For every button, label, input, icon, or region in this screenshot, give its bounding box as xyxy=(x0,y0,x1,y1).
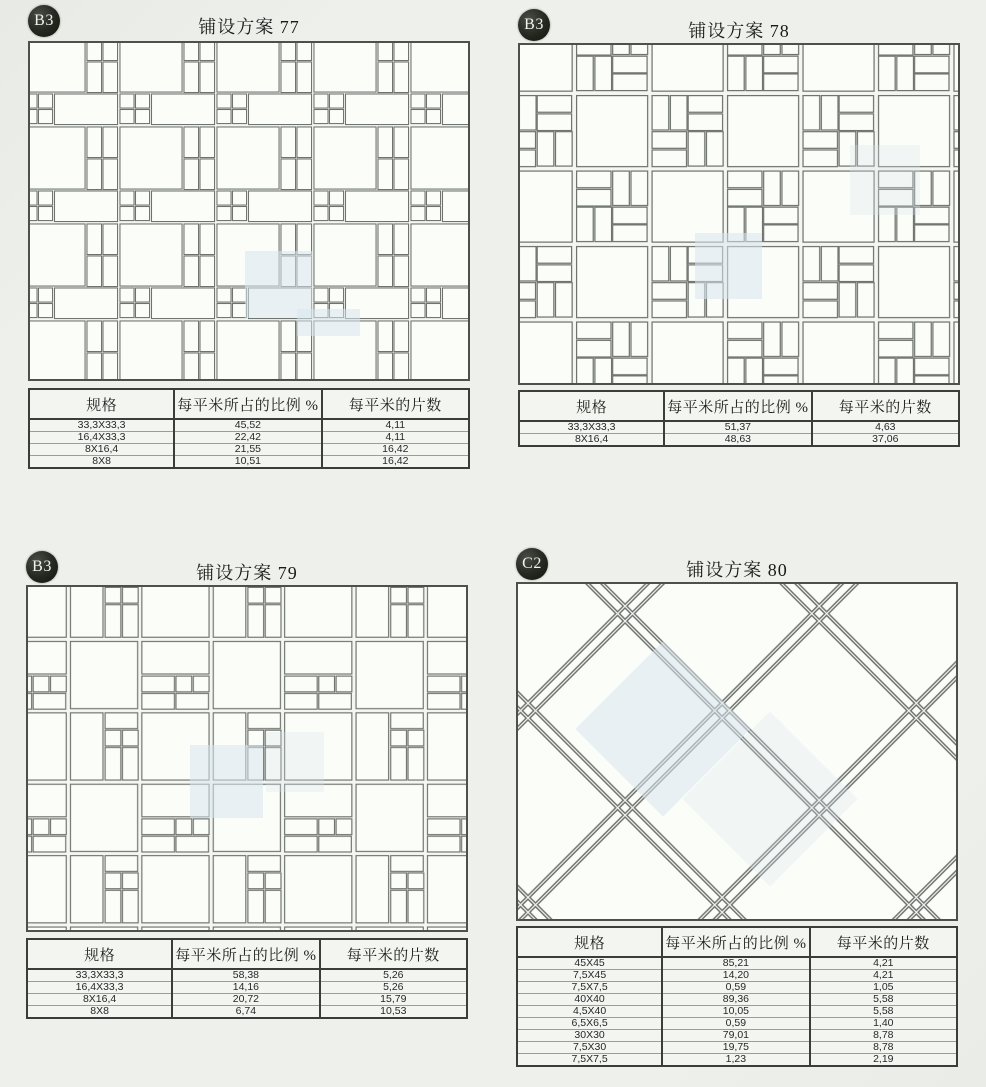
panel-header xyxy=(516,547,958,582)
table-cell: 2,19 xyxy=(810,1054,957,1067)
table-cell: 14,16 xyxy=(172,982,319,994)
table-row xyxy=(519,434,959,447)
table-row xyxy=(27,1006,467,1019)
table-cell: 15,79 xyxy=(320,994,467,1006)
table-cell: 4,21 xyxy=(810,957,957,970)
table-row xyxy=(29,432,469,444)
table-cell: 7,5X7,5 xyxy=(517,982,662,994)
table-cell: 89,36 xyxy=(662,994,809,1006)
col-header-pieces: 每平米的片数 xyxy=(320,939,467,969)
table-cell: 6,5X6,5 xyxy=(517,1018,662,1030)
table-cell: 8,78 xyxy=(810,1030,957,1042)
col-header-ratio: 每平米所占的比例 % xyxy=(662,927,809,957)
table-cell: 14,20 xyxy=(662,970,809,982)
table-cell: 8X16,4 xyxy=(574,433,609,445)
col-header-spec: 规格 xyxy=(517,927,662,957)
table-cell: 58,38 xyxy=(172,969,319,982)
table-cell: 45X45 xyxy=(517,957,662,970)
spec-table-body xyxy=(519,421,959,446)
col-header-pieces: 每平米的片数 xyxy=(810,927,957,957)
table-cell: 6,74 xyxy=(172,1006,319,1019)
spec-table-body xyxy=(27,969,467,1018)
col-header-ratio: 每平米所占的比例 % xyxy=(172,939,319,969)
table-row xyxy=(517,1054,957,1067)
tile-pattern-diagram-78 xyxy=(518,43,960,385)
table-cell: 1,40 xyxy=(810,1018,957,1030)
table-row xyxy=(27,994,467,1006)
spec-table-header xyxy=(27,939,467,969)
table-cell: 7,5X7,5 xyxy=(571,1053,608,1065)
table-cell: 30X30 xyxy=(517,1030,662,1042)
table-row xyxy=(517,982,957,994)
col-header-spec: 规格 xyxy=(519,391,664,421)
table-cell: 0,59 xyxy=(662,982,809,994)
col-header-spec: 规格 xyxy=(29,389,174,419)
spec-table-body xyxy=(517,957,957,1066)
table-cell: 16,4X33,3 xyxy=(27,982,172,994)
tile-pattern-diagram-79 xyxy=(26,585,468,932)
category-badge-b3: B3 xyxy=(26,551,58,583)
spec-table-78 xyxy=(518,390,960,447)
page-title-plan-80: 铺设方案 80 xyxy=(686,560,788,580)
table-cell: 8X8 xyxy=(92,455,111,467)
table-cell: 8X8 xyxy=(90,1005,109,1017)
page-title-plan-79: 铺设方案 79 xyxy=(196,563,298,583)
table-cell: 10,53 xyxy=(320,1006,467,1019)
table-cell: 7,5X30 xyxy=(517,1042,662,1054)
table-row xyxy=(517,957,957,970)
category-badge-c2: C2 xyxy=(516,548,548,580)
page-title-plan-78: 铺设方案 78 xyxy=(688,21,790,41)
table-cell: 8X16,4 xyxy=(27,994,172,1006)
table-cell: 5,26 xyxy=(320,982,467,994)
table-row xyxy=(517,994,957,1006)
table-cell: 85,21 xyxy=(662,957,809,970)
spec-table-77 xyxy=(28,388,470,469)
panel-plan-79 xyxy=(26,550,468,1019)
spec-table-header xyxy=(29,389,469,419)
table-cell: 79,01 xyxy=(662,1030,809,1042)
table-cell: 10,05 xyxy=(662,1006,809,1018)
table-cell: 33,3X33,3 xyxy=(519,421,664,434)
col-header-pieces: 每平米的片数 xyxy=(812,391,959,421)
table-row xyxy=(517,1006,957,1018)
table-cell: 51,37 xyxy=(664,421,811,434)
col-header-ratio: 每平米所占的比例 % xyxy=(174,389,321,419)
panel-plan-80 xyxy=(516,547,958,1067)
spec-table-79 xyxy=(26,938,468,1019)
table-row xyxy=(27,982,467,994)
table-row xyxy=(29,456,469,469)
table-cell: 0,59 xyxy=(662,1018,809,1030)
tile-pattern-diagram-80 xyxy=(516,582,958,921)
table-row xyxy=(517,1018,957,1030)
table-row xyxy=(29,419,469,432)
tile-pattern-svg xyxy=(520,45,958,383)
category-badge-b3: B3 xyxy=(28,5,60,37)
spec-table-header xyxy=(517,927,957,957)
tile-pattern-svg xyxy=(518,584,956,919)
table-cell: 48,63 xyxy=(664,434,811,447)
tile-pattern-svg xyxy=(28,587,466,930)
table-row xyxy=(519,421,959,434)
table-cell: 4,11 xyxy=(322,419,469,432)
col-header-ratio: 每平米所占的比例 % xyxy=(664,391,811,421)
table-cell: 4,21 xyxy=(810,970,957,982)
col-header-pieces: 每平米的片数 xyxy=(322,389,469,419)
spec-table-header xyxy=(519,391,959,421)
table-cell: 10,51 xyxy=(174,456,321,469)
category-badge-b3: B3 xyxy=(518,9,550,41)
table-cell: 37,06 xyxy=(812,434,959,447)
table-cell: 4,11 xyxy=(322,432,469,444)
table-cell: 5,58 xyxy=(810,1006,957,1018)
table-cell: 33,3X33,3 xyxy=(29,419,174,432)
panel-header xyxy=(28,4,470,39)
tile-pattern-diagram-77 xyxy=(28,41,470,381)
table-cell: 40X40 xyxy=(517,994,662,1006)
table-cell: 16,42 xyxy=(322,456,469,469)
table-cell: 16,4X33,3 xyxy=(29,432,174,444)
col-header-spec: 规格 xyxy=(27,939,172,969)
panel-plan-78 xyxy=(518,8,960,447)
spec-table-80 xyxy=(516,926,958,1067)
panel-plan-77 xyxy=(28,4,470,469)
table-cell: 8X16,4 xyxy=(29,444,174,456)
table-row xyxy=(517,1042,957,1054)
table-cell: 5,58 xyxy=(810,994,957,1006)
table-cell: 5,26 xyxy=(320,969,467,982)
table-cell: 33,3X33,3 xyxy=(27,969,172,982)
table-cell: 20,72 xyxy=(172,994,319,1006)
table-cell: 22,42 xyxy=(174,432,321,444)
table-cell: 21,55 xyxy=(174,444,321,456)
table-cell: 7,5X45 xyxy=(517,970,662,982)
table-cell: 8,78 xyxy=(810,1042,957,1054)
table-row xyxy=(29,444,469,456)
table-row xyxy=(517,1030,957,1042)
panel-header xyxy=(26,550,468,585)
table-cell: 16,42 xyxy=(322,444,469,456)
table-row xyxy=(27,969,467,982)
table-cell: 4,63 xyxy=(812,421,959,434)
table-cell: 45,52 xyxy=(174,419,321,432)
table-cell: 1,05 xyxy=(810,982,957,994)
spec-table-body xyxy=(29,419,469,468)
table-cell: 1,23 xyxy=(662,1054,809,1067)
panel-header xyxy=(518,8,960,43)
table-cell: 4,5X40 xyxy=(517,1006,662,1018)
table-row xyxy=(517,970,957,982)
page-title-plan-77: 铺设方案 77 xyxy=(198,17,300,37)
table-cell: 19,75 xyxy=(662,1042,809,1054)
tile-pattern-svg xyxy=(30,43,468,379)
